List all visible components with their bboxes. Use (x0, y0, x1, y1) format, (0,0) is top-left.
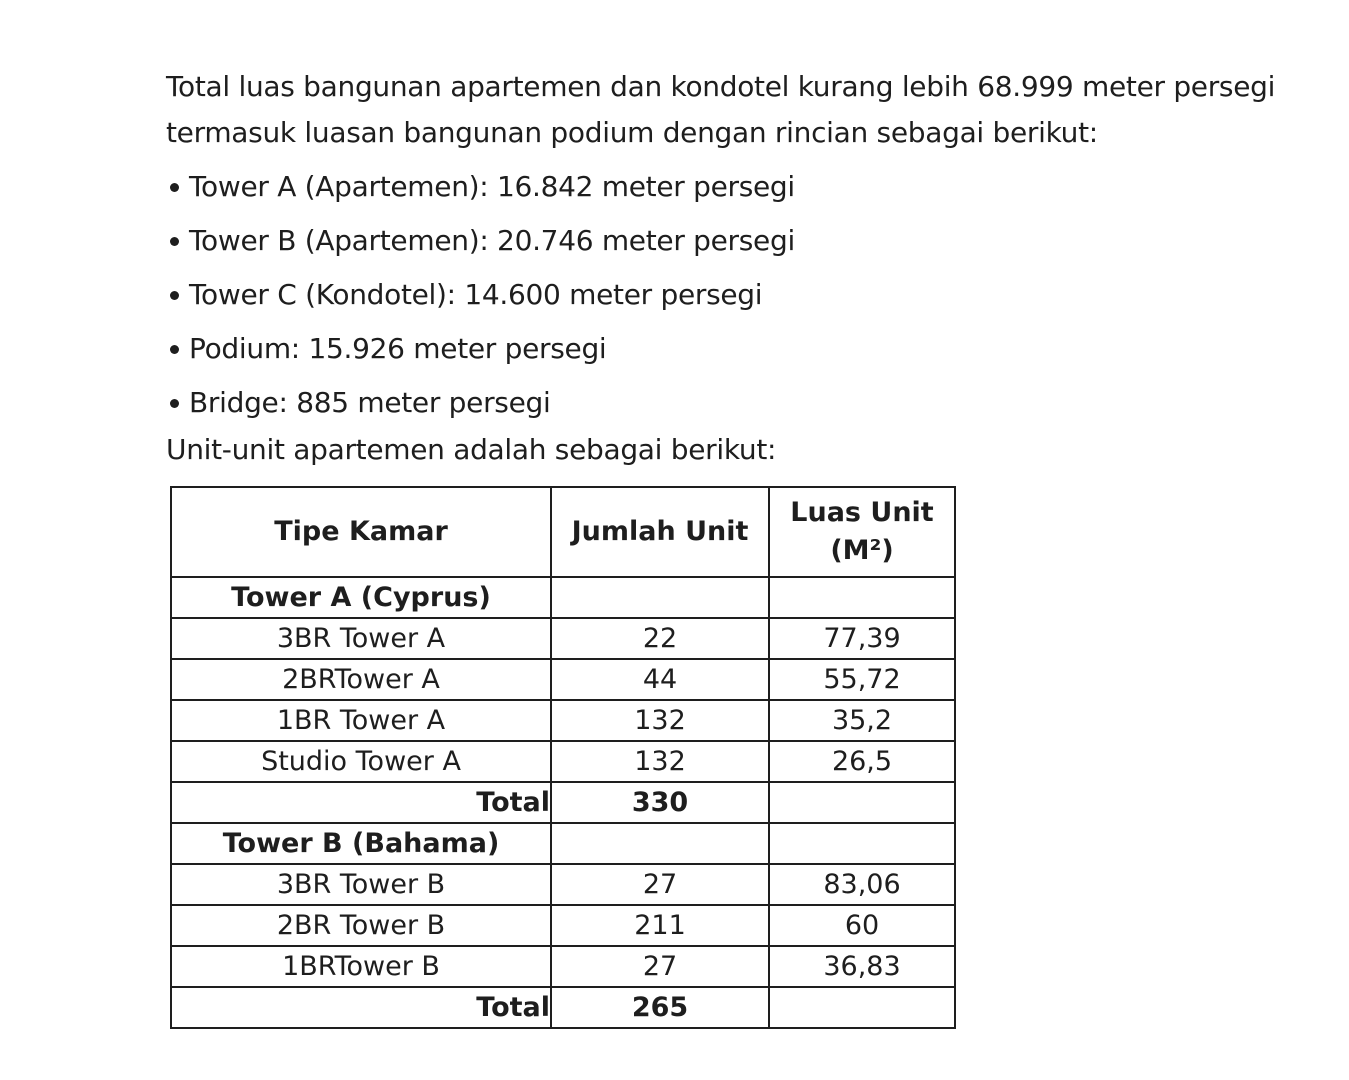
cell-tipe: 1BR Tower A (171, 700, 551, 741)
cell-luas: 60 (769, 905, 955, 946)
bullet-icon (170, 291, 179, 300)
list-item (166, 376, 1316, 430)
cell-luas: 36,83 (769, 946, 955, 987)
bullet-icon (170, 345, 179, 354)
tower-a-title: Tower A (Cyprus) (171, 577, 551, 618)
cell-tipe: 2BR Tower B (171, 905, 551, 946)
list-item-text: Bridge: 885 meter persegi (189, 386, 551, 419)
cell-luas: 26,5 (769, 741, 955, 782)
table-row (171, 741, 955, 782)
tower-a-total-value: 330 (551, 782, 769, 823)
cell-jumlah: 132 (551, 741, 769, 782)
list-item (166, 268, 1316, 322)
list-item-text: Tower A (Apartemen): 16.842 meter persegi (189, 170, 795, 203)
cell-jumlah: 27 (551, 864, 769, 905)
bullet-icon (170, 237, 179, 246)
table-row (171, 659, 955, 700)
bullet-icon (170, 183, 179, 192)
table-row-total (171, 987, 955, 1028)
header-tipe-kamar: Tipe Kamar (171, 487, 551, 577)
table-row (171, 700, 955, 741)
cell-luas: 55,72 (769, 659, 955, 700)
tower-b-title: Tower B (Bahama) (171, 823, 551, 864)
table-row-total (171, 782, 955, 823)
cell-tipe: Studio Tower A (171, 741, 551, 782)
table-cell-empty (551, 577, 769, 618)
tower-b-total-value: 265 (551, 987, 769, 1028)
cell-tipe: 1BRTower B (171, 946, 551, 987)
header-luas-line-2: (M²) (830, 535, 894, 566)
intro-line-2: termasuk luasan bangunan podium dengan rincian sebagai berikut: (166, 116, 1098, 149)
intro-paragraph (166, 64, 1316, 156)
building-area-list (166, 160, 1316, 430)
table-row (171, 864, 955, 905)
list-item-text: Tower C (Kondotel): 14.600 meter persegi (189, 278, 763, 311)
cell-jumlah: 22 (551, 618, 769, 659)
list-item (166, 322, 1316, 376)
table-row (171, 618, 955, 659)
header-luas-line-1: Luas Unit (790, 497, 934, 528)
tower-a-total-label: Total (171, 782, 551, 823)
bullet-icon (170, 399, 179, 408)
list-item-text: Tower B (Apartemen): 20.746 meter persegi (189, 224, 795, 257)
cell-tipe: 3BR Tower B (171, 864, 551, 905)
table-row (171, 946, 955, 987)
table-cell-empty (769, 577, 955, 618)
table-cell-empty (769, 987, 955, 1028)
header-jumlah-unit: Jumlah Unit (551, 487, 769, 577)
list-item (166, 160, 1316, 214)
cell-luas: 83,06 (769, 864, 955, 905)
units-intro: Unit-unit apartemen adalah sebagai berikut: (166, 433, 777, 466)
cell-jumlah: 27 (551, 946, 769, 987)
list-item (166, 214, 1316, 268)
cell-jumlah: 211 (551, 905, 769, 946)
cell-jumlah: 44 (551, 659, 769, 700)
cell-luas: 35,2 (769, 700, 955, 741)
units-table (170, 486, 956, 1029)
list-item-text: Podium: 15.926 meter persegi (189, 332, 607, 365)
cell-luas: 77,39 (769, 618, 955, 659)
table-row (171, 905, 955, 946)
cell-jumlah: 132 (551, 700, 769, 741)
intro-line-1: Total luas bangunan apartemen dan kondotel kurang lebih 68.999 meter persegi (166, 70, 1276, 103)
table-row (171, 823, 955, 864)
table-cell-empty (769, 823, 955, 864)
header-luas-unit (769, 487, 955, 577)
cell-tipe: 3BR Tower A (171, 618, 551, 659)
table-cell-empty (769, 782, 955, 823)
document-body (166, 64, 1316, 470)
cell-tipe: 2BRTower A (171, 659, 551, 700)
table-header-row (171, 487, 955, 577)
table-row (171, 577, 955, 618)
tower-b-total-label: Total (171, 987, 551, 1028)
table-cell-empty (551, 823, 769, 864)
